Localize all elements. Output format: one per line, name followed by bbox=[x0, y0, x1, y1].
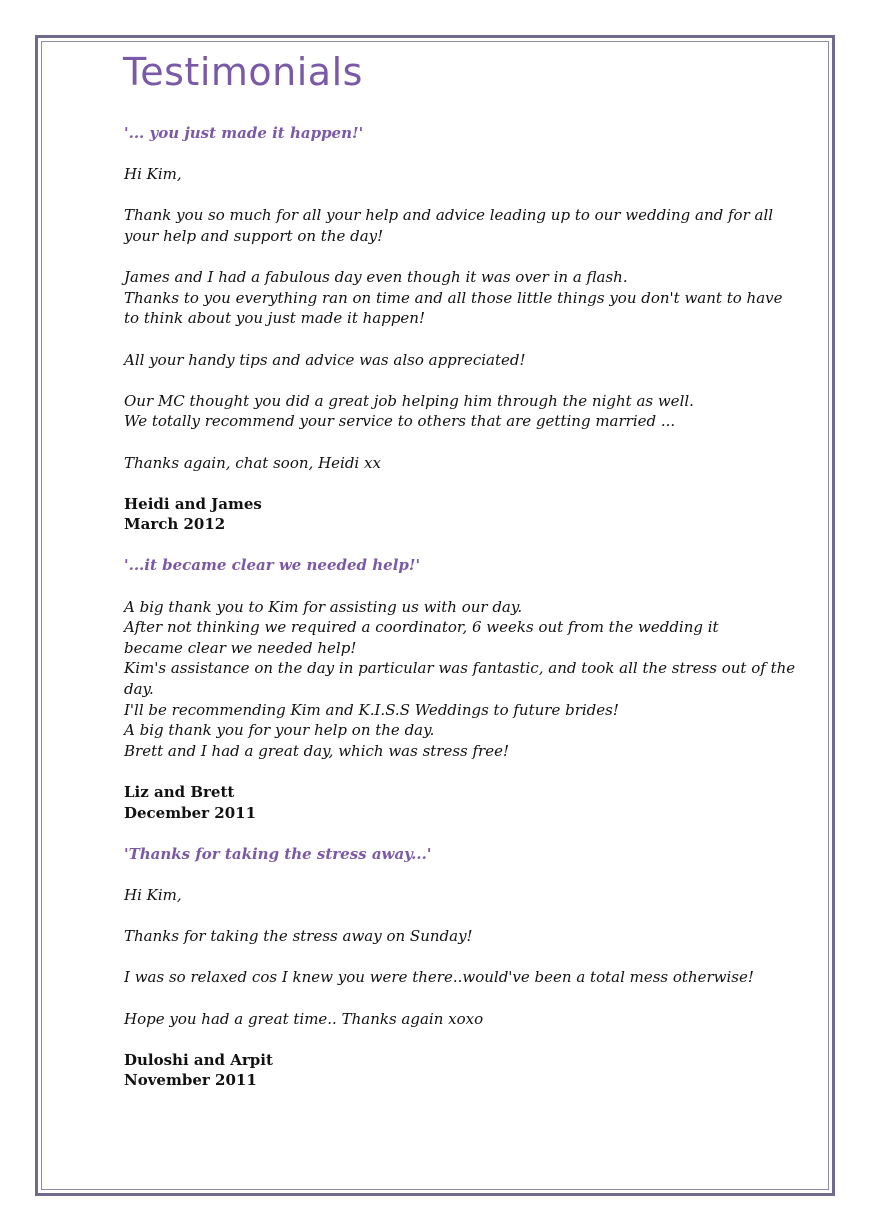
testimonial-signature bbox=[124, 1050, 824, 1091]
testimonial-line: Thanks for taking the stress away on Sunday! bbox=[124, 927, 473, 946]
testimonial-line: James and I had a fabulous day even though it was over in a flash. bbox=[124, 268, 628, 287]
testimonial-paragraph bbox=[124, 164, 824, 185]
testimonial-line: Thanks again, chat soon, Heidi xx bbox=[124, 453, 381, 472]
testimonial-line: Hi Kim, bbox=[124, 165, 182, 184]
testimonial-paragraph bbox=[124, 885, 824, 906]
testimonial-paragraph bbox=[124, 967, 824, 988]
testimonial-line: All your handy tips and advice was also appreciated! bbox=[124, 350, 526, 369]
testimonial-names: Heidi and James bbox=[124, 494, 262, 513]
testimonial-date: November 2011 bbox=[124, 1071, 257, 1090]
testimonial bbox=[124, 844, 824, 1091]
testimonial-paragraph bbox=[124, 350, 824, 371]
testimonial-paragraph bbox=[124, 267, 824, 329]
testimonial-signature bbox=[124, 494, 824, 535]
testimonial-paragraph bbox=[124, 453, 824, 474]
testimonial bbox=[124, 555, 824, 823]
testimonial-signature bbox=[124, 782, 824, 823]
testimonial-line: We totally recommend your service to others that are getting married ... bbox=[124, 412, 676, 431]
testimonial-date: December 2011 bbox=[124, 803, 257, 822]
page-title: Testimonials bbox=[123, 50, 363, 94]
testimonial-names: Liz and Brett bbox=[124, 783, 235, 801]
testimonial-line: Our MC thought you did a great job helping him through the night as well. bbox=[124, 391, 694, 410]
testimonial-line: I was so relaxed cos I knew you were there..would've been a total mess otherwise! bbox=[124, 968, 754, 987]
testimonial-date: March 2012 bbox=[124, 515, 226, 534]
testimonial-line: your help and support on the day! bbox=[124, 226, 384, 245]
testimonial-names: Duloshi and Arpit bbox=[124, 1050, 273, 1069]
testimonial-quote-title: '...it became clear we needed help!' bbox=[124, 556, 421, 575]
testimonial-line: After not thinking we required a coordinator, 6 weeks out from the wedding it bbox=[124, 618, 719, 637]
testimonial-paragraph bbox=[124, 597, 824, 762]
testimonial-line: Brett and I had a great day, which was stress free! bbox=[124, 741, 510, 760]
testimonial-line: A big thank you to Kim for assisting us with our day. bbox=[124, 597, 523, 616]
testimonial-line: Hope you had a great time.. Thanks again xoxo bbox=[124, 1009, 484, 1028]
testimonial-paragraph bbox=[124, 205, 824, 246]
testimonial-quote-title: '... you just made it happen!' bbox=[124, 124, 364, 142]
testimonial-line: Hi Kim, bbox=[124, 885, 182, 904]
testimonial-line: Thanks to you everything ran on time and all those little things you don't want to have bbox=[124, 288, 783, 307]
testimonial-paragraph bbox=[124, 926, 824, 947]
testimonial-quote-title: 'Thanks for taking the stress away...' bbox=[124, 844, 432, 863]
testimonial-line: Kim's assistance on the day in particular was fantastic, and took all the stress out of the day. bbox=[124, 659, 796, 699]
testimonial-line: became clear we needed help! bbox=[124, 638, 357, 657]
testimonial-line: Thank you so much for all your help and advice leading up to our wedding and for all bbox=[124, 206, 774, 225]
testimonial-line: to think about you just made it happen! bbox=[124, 309, 425, 328]
testimonial-paragraph bbox=[124, 391, 824, 432]
testimonial-line: A big thank you for your help on the day. bbox=[124, 721, 435, 740]
testimonial-paragraph bbox=[124, 1009, 824, 1030]
testimonial bbox=[124, 123, 824, 535]
testimonials-content bbox=[124, 123, 824, 1112]
testimonial-line: I'll be recommending Kim and K.I.S.S Weddings to future brides! bbox=[124, 700, 619, 719]
